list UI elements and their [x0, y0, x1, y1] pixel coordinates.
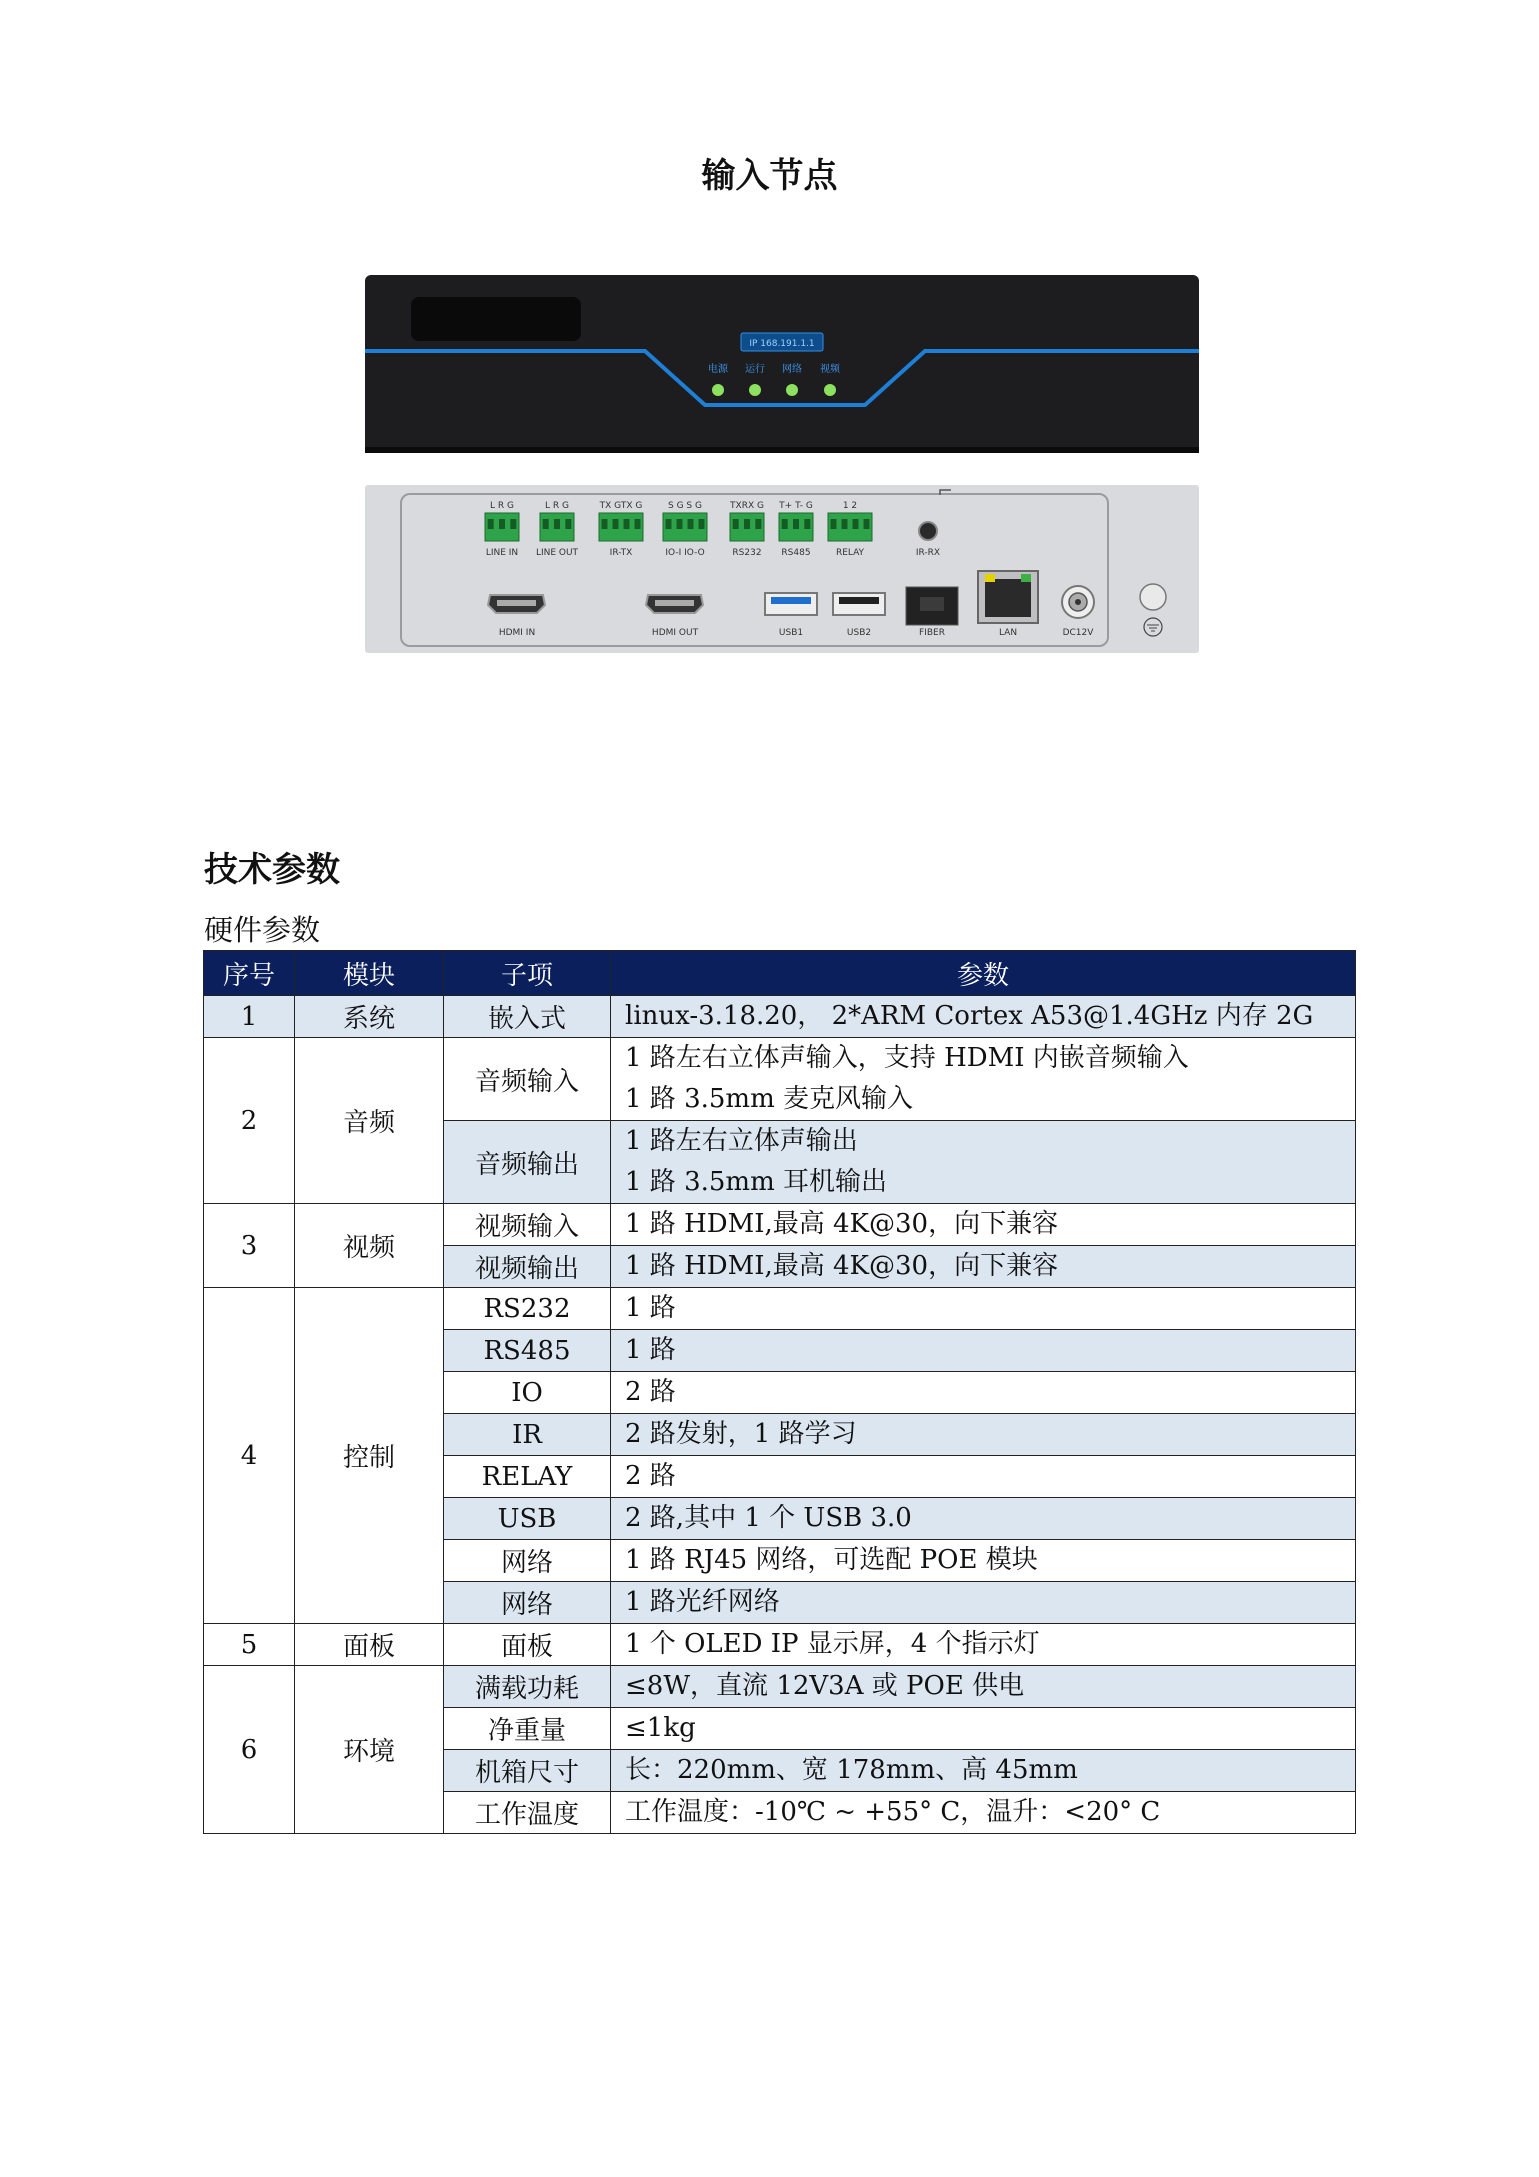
terminal-pin-label: 1 2 [842, 501, 858, 511]
row-number: 1 [204, 996, 295, 1038]
module-cell: 系统 [295, 996, 444, 1038]
terminal-pin [499, 519, 505, 529]
terminal-pin-label: S G S G [668, 501, 702, 511]
param-line: 2 路发射，1 路学习 [625, 1419, 857, 1449]
column-header: 子项 [444, 951, 611, 996]
device-rear-panel [365, 485, 1199, 653]
param-cell [611, 1288, 1356, 1330]
subitem-cell: RS232 [444, 1288, 611, 1330]
terminal-pin [688, 519, 694, 529]
table-row [204, 1288, 1356, 1330]
terminal-pin [864, 519, 870, 529]
table-row [204, 1038, 1356, 1121]
param-cell [611, 1330, 1356, 1372]
terminal-pin [554, 519, 560, 529]
row-number: 3 [204, 1204, 295, 1288]
terminal-pin-label: TXRX G [730, 501, 764, 511]
terminal-pin [842, 519, 848, 529]
param-line: 2 路 [625, 1461, 676, 1491]
usb1-port [765, 593, 817, 615]
port-label: LAN [998, 628, 1018, 638]
column-header: 序号 [204, 951, 295, 996]
param-cell [611, 1666, 1356, 1708]
subitem-cell: RS485 [444, 1330, 611, 1372]
table-row [204, 1666, 1356, 1708]
param-line: 1 路 [625, 1293, 676, 1323]
param-line: 1 路 HDMI,最高 4K@30，向下兼容 [625, 1251, 1059, 1281]
port-label: USB2 [846, 628, 872, 638]
terminal-pin [488, 519, 494, 529]
status-led [712, 384, 724, 396]
param-cell [611, 1414, 1356, 1456]
column-header: 参数 [611, 951, 1356, 996]
hdmi-in-port [488, 595, 545, 613]
terminal-pin [804, 519, 810, 529]
param-line: 1 个 OLED IP 显示屏，4 个指示灯 [625, 1629, 1040, 1659]
ir-rx-label: IR-RX [915, 548, 941, 558]
param-line: 1 路左右立体声输出 [625, 1126, 858, 1156]
led-label: 网络 [782, 364, 802, 375]
port-label: FIBER [919, 628, 945, 638]
status-led [824, 384, 836, 396]
led-label: 运行 [745, 364, 765, 375]
terminal-label: RELAY [835, 548, 865, 558]
subitem-cell: 净重量 [444, 1708, 611, 1750]
param-cell [611, 1038, 1356, 1121]
subitem-cell: USB [444, 1498, 611, 1540]
terminal-label: RS485 [781, 548, 811, 558]
panel-window [411, 297, 581, 341]
param-line: 2 路 [625, 1377, 676, 1407]
module-cell: 控制 [295, 1288, 444, 1624]
subitem-cell: RELAY [444, 1456, 611, 1498]
subitem-cell: 音频输入 [444, 1038, 611, 1121]
param-cell [611, 1121, 1356, 1204]
row-number: 4 [204, 1288, 295, 1624]
page-title: 输入节点 [701, 156, 838, 196]
param-cell [611, 1708, 1356, 1750]
param-line: 1 路 3.5mm 耳机输出 [625, 1167, 887, 1197]
spec-table [203, 950, 1356, 1834]
subitem-cell: 机箱尺寸 [444, 1750, 611, 1792]
port-label: DC12V [1062, 628, 1094, 638]
param-cell [611, 1204, 1356, 1246]
accent-line [365, 351, 1199, 405]
subitem-cell: 面板 [444, 1624, 611, 1666]
module-cell: 音频 [295, 1038, 444, 1204]
param-cell [611, 1246, 1356, 1288]
module-cell: 环境 [295, 1666, 444, 1834]
param-line: ≤8W，直流 12V3A 或 POE 供电 [625, 1671, 1025, 1701]
led-label: 视频 [820, 364, 840, 375]
terminal-label: IO-I IO-O [665, 548, 705, 558]
param-line: 1 路左右立体声输入，支持 HDMI 内嵌音频输入 [625, 1043, 1189, 1073]
subsection-title: 硬件参数 [204, 913, 321, 947]
param-cell [611, 996, 1356, 1038]
port-label: USB1 [778, 628, 804, 638]
param-cell [611, 1792, 1356, 1834]
param-cell [611, 1540, 1356, 1582]
terminal-label: IR-TX [609, 548, 633, 558]
terminal-pin-label: L R G [545, 501, 569, 511]
param-cell [611, 1498, 1356, 1540]
terminal-pin [565, 519, 571, 529]
terminal-pin [543, 519, 549, 529]
terminal-pin [677, 519, 683, 529]
param-cell [611, 1750, 1356, 1792]
section-title: 技术参数 [204, 850, 340, 890]
terminal-pin [853, 519, 859, 529]
row-number: 6 [204, 1666, 295, 1834]
terminal-pin [510, 519, 516, 529]
param-line: linux-3.18.20， 2*ARM Cortex A53@1.4GHz 内存 2G [625, 1001, 1314, 1031]
terminal-pin [793, 519, 799, 529]
param-line: ≤1kg [625, 1713, 696, 1743]
terminal-pin [635, 519, 641, 529]
param-line: 1 路光纤网络 [625, 1587, 780, 1617]
table-row [204, 996, 1356, 1038]
ir-rx-jack [919, 522, 937, 540]
terminal-label: LINE OUT [535, 548, 579, 558]
column-header: 模块 [295, 951, 444, 996]
hdmi-out-port [646, 595, 703, 613]
subitem-cell: IR [444, 1414, 611, 1456]
terminal-pin [602, 519, 608, 529]
param-line: 长：220mm、宽 178mm、高 45mm [625, 1755, 1078, 1785]
table-row [204, 1624, 1356, 1666]
subitem-cell: IO [444, 1372, 611, 1414]
terminal-pin [624, 519, 630, 529]
terminal-pin [666, 519, 672, 529]
subitem-cell: 工作温度 [444, 1792, 611, 1834]
ground-screw [1140, 584, 1166, 636]
param-line: 1 路 [625, 1335, 676, 1365]
ip-display-text: IP 168.191.1.1 [749, 339, 815, 349]
terminal-label: RS232 [732, 548, 762, 558]
param-cell [611, 1582, 1356, 1624]
terminal-pin-label: L R G [490, 501, 514, 511]
module-cell: 面板 [295, 1624, 444, 1666]
param-cell [611, 1372, 1356, 1414]
row-number: 2 [204, 1038, 295, 1204]
subitem-cell: 满载功耗 [444, 1666, 611, 1708]
param-line: 1 路 3.5mm 麦克风输入 [625, 1084, 913, 1114]
param-line: 工作温度：-10℃ ~ +55° C，温升：<20° C [625, 1797, 1161, 1827]
terminal-pin-label: T+ T- G [779, 501, 813, 511]
subitem-cell: 嵌入式 [444, 996, 611, 1038]
subitem-cell: 网络 [444, 1582, 611, 1624]
terminal-pin [613, 519, 619, 529]
usb2-port [833, 593, 885, 615]
param-line: 2 路,其中 1 个 USB 3.0 [625, 1503, 912, 1533]
terminal-pin-label: TX GTX G [599, 501, 643, 511]
status-led [786, 384, 798, 396]
dc12v-jack [1062, 586, 1094, 618]
terminal-pin [831, 519, 837, 529]
terminal-pin [755, 519, 761, 529]
terminal-pin [744, 519, 750, 529]
device-front-panel [365, 275, 1199, 447]
fiber-port [906, 587, 958, 625]
terminal-pin [733, 519, 739, 529]
table-row [204, 1204, 1356, 1246]
port-label: HDMI OUT [651, 628, 699, 638]
lan-port [978, 571, 1038, 623]
terminal-label: LINE IN [485, 548, 519, 558]
param-line: 1 路 HDMI,最高 4K@30，向下兼容 [625, 1209, 1059, 1239]
param-cell [611, 1624, 1356, 1666]
terminal-pin [782, 519, 788, 529]
subitem-cell: 视频输入 [444, 1204, 611, 1246]
terminal-pin [699, 519, 705, 529]
status-led [749, 384, 761, 396]
port-label: HDMI IN [498, 628, 536, 638]
row-number: 5 [204, 1624, 295, 1666]
module-cell: 视频 [295, 1204, 444, 1288]
led-label: 电源 [708, 364, 728, 375]
subitem-cell: 视频输出 [444, 1246, 611, 1288]
param-line: 1 路 RJ45 网络，可选配 POE 模块 [625, 1545, 1038, 1575]
subitem-cell: 音频输出 [444, 1121, 611, 1204]
param-cell [611, 1456, 1356, 1498]
subitem-cell: 网络 [444, 1540, 611, 1582]
